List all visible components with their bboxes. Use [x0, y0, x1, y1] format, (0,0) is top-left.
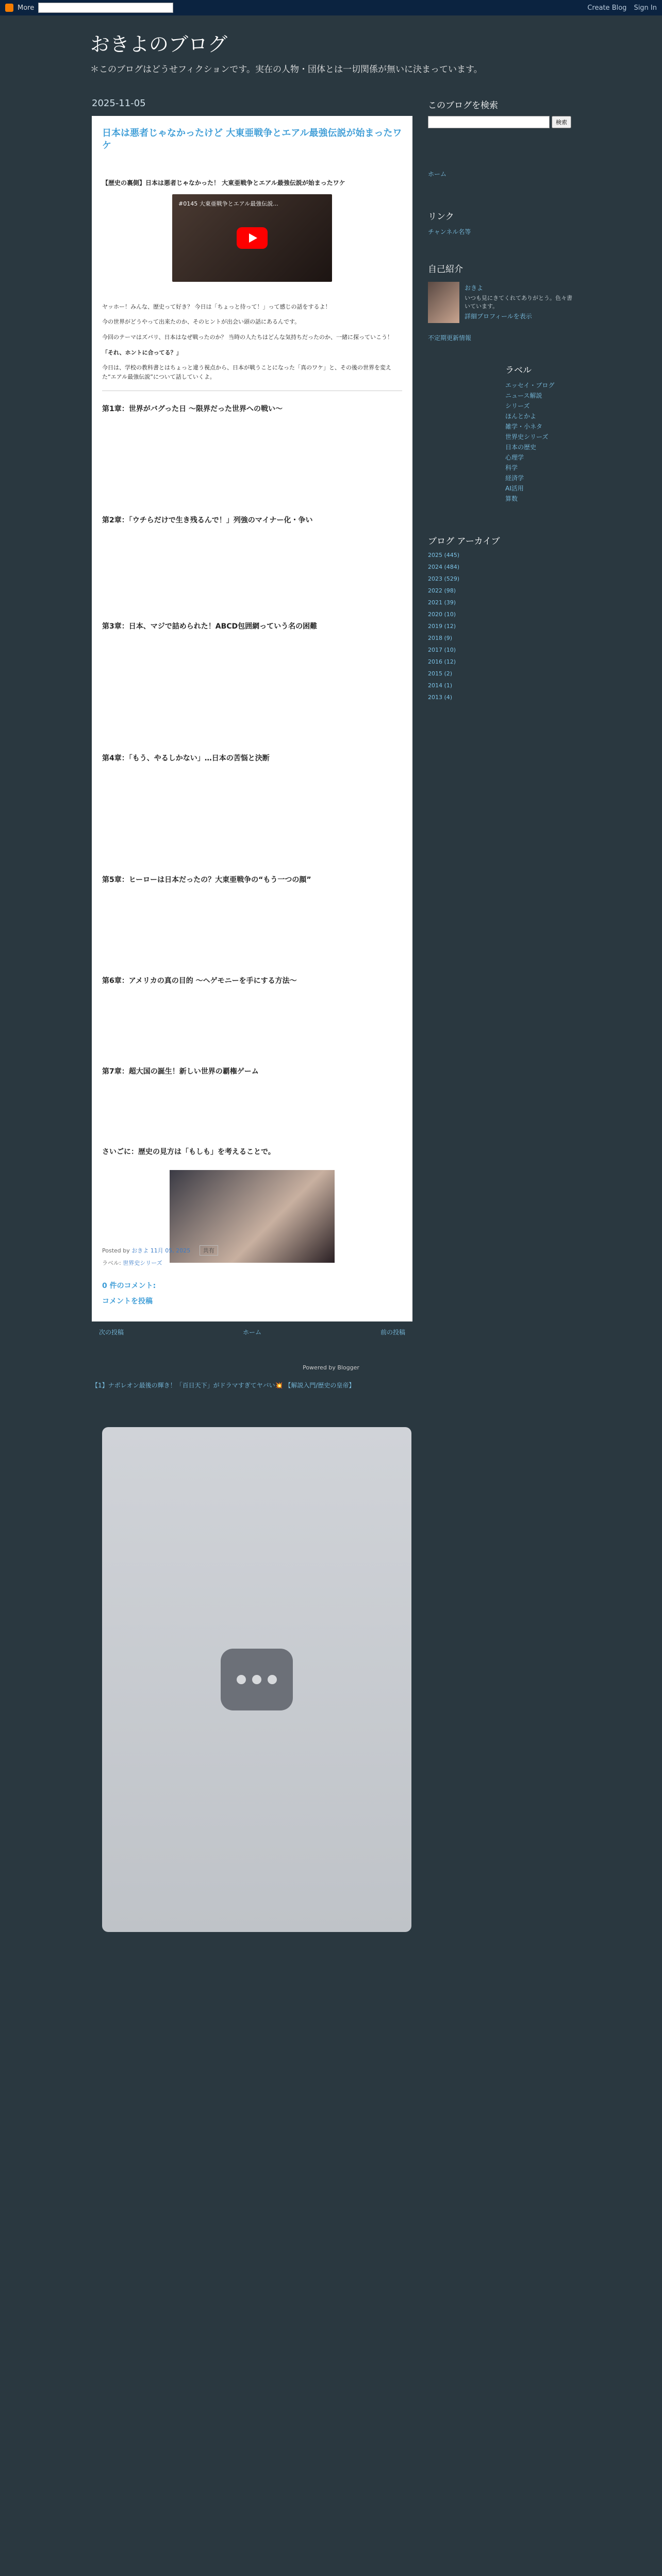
paragraph: 今回のテーマはズバリ、日本はなぜ戦ったのか？ 当時の人たちはどんな気持ちだったのか、一緒に探っていこう！	[102, 333, 393, 341]
archive-widget-title: ブログ アーカイブ	[428, 536, 500, 547]
profile-text: いつも見にきてくれてありがとう。色々書いています。	[465, 295, 572, 310]
labels-widget-title: ラベル	[505, 365, 532, 376]
newer-post-link[interactable]: 次の投稿	[99, 1328, 124, 1336]
archive-year[interactable]: 2024 (484)	[428, 564, 460, 570]
search-input[interactable]	[428, 116, 550, 128]
label-link[interactable]: ニュース解説	[505, 392, 542, 399]
author-link[interactable]: おきよ	[131, 1247, 149, 1254]
post-footer	[102, 1245, 402, 1311]
section-heading: 第3章：日本、マジで詰められた！ABCD包囲網っていう名の困難	[102, 622, 318, 631]
sidebar-link-item[interactable]: チャンネル名等	[428, 228, 471, 235]
attribution[interactable]: Powered by Blogger	[303, 1364, 359, 1371]
section-heading: さいごに：歴史の見方は「もしも」を考えることで。	[102, 1148, 275, 1157]
blog-title[interactable]: おきよのブログ	[90, 33, 228, 56]
label-link[interactable]: ほんとかよ	[505, 413, 537, 420]
post-label-link[interactable]: 世界史シリーズ	[123, 1260, 162, 1266]
image-placeholder-overlay[interactable]	[102, 1427, 411, 1932]
profile-detail-link[interactable]: 詳細プロフィールを表示	[465, 313, 532, 320]
ellipsis-icon	[237, 1675, 277, 1684]
blog-pager	[92, 1321, 412, 1342]
section-heading: 第7章：超大国の誕生！新しい世界の覇権ゲーム	[102, 1067, 259, 1076]
video-title: #0145 大東亜戦争とエアル最強伝説...	[178, 200, 278, 207]
section-body	[102, 992, 402, 1054]
labels-label: ラベル:	[102, 1260, 121, 1266]
archive-year[interactable]: 2014 (1)	[428, 682, 453, 689]
blog-header	[90, 28, 606, 75]
fixed-page-link[interactable]: 不定期更新情報	[428, 334, 472, 342]
section-body	[102, 420, 402, 502]
archive-year[interactable]: 2019 (12)	[428, 623, 456, 630]
archive-year[interactable]: 2015 (2)	[428, 670, 453, 677]
section-body	[102, 531, 402, 608]
more-menu[interactable]: More	[18, 4, 35, 12]
profile-name-link[interactable]: おきよ	[465, 284, 484, 292]
section-body	[102, 637, 402, 740]
section-body	[102, 769, 402, 862]
label-link[interactable]: シリーズ	[505, 402, 530, 410]
section-heading: 第6章：アメリカの真の目的 〜ヘゲモニーを手にする方法〜	[102, 977, 297, 986]
post-comment-link[interactable]: コメントを投稿	[102, 1297, 153, 1306]
section-heading: 第2章：「ウチらだけで生き残るんで！」列強のマイナー化・争い	[102, 516, 313, 525]
blog-description: ＊このブログはどうせフィクションです。実在の人物・団体とは一切関係が無いに決まっています。	[90, 64, 483, 75]
navbar	[0, 0, 662, 15]
paragraph: 今日は、学校の教科書とはちょっと違う視点から、日本が戦うことになった「真のワケ」と、その後の世界を変えた“エアル最強伝説”について話していくよ。	[102, 364, 391, 380]
archive-year[interactable]: 2022 (98)	[428, 587, 456, 594]
archive-year[interactable]: 2017 (10)	[428, 647, 456, 653]
post-subtitle: 【歴史の裏側】日本は悪者じゃなかった！ 大東亜戦争とエアル最強伝説が始まったワケ	[102, 179, 345, 187]
label-link[interactable]: AI活用	[505, 485, 524, 492]
sidebar-home-link[interactable]: ホーム	[428, 171, 447, 178]
blog-post	[92, 116, 412, 1321]
search-button[interactable]: 検索	[552, 116, 571, 128]
search-widget-title: このブログを検索	[428, 100, 498, 111]
create-blog-link[interactable]: Create Blog	[587, 4, 627, 12]
older-post-link[interactable]: 前の投稿	[380, 1328, 405, 1336]
embedded-video[interactable]	[172, 194, 332, 282]
section-heading: 第5章：ヒーローは日本だったの？大東亜戦争の“もう一つの顔”	[102, 876, 311, 885]
posted-by-label: Posted by	[102, 1247, 130, 1254]
home-link[interactable]: ホーム	[242, 1328, 261, 1336]
profile-widget-title: 自己紹介	[428, 264, 463, 275]
avatar[interactable]	[428, 282, 459, 323]
sign-in-link[interactable]: Sign In	[634, 4, 657, 12]
paragraph: 「それ、ホントに合ってる？」	[102, 349, 182, 356]
label-link[interactable]: 経済学	[505, 474, 524, 482]
post-date: 2025-11-05	[92, 98, 146, 109]
label-link[interactable]: エッセイ・ブログ	[505, 382, 555, 389]
label-link[interactable]: 雑学・小ネタ	[505, 423, 543, 430]
section-heading: 第4章：「もう、やるしかない」…日本の苦悩と決断	[102, 754, 270, 763]
archive-year[interactable]: 2025 (445)	[428, 552, 460, 558]
play-icon[interactable]	[237, 227, 268, 249]
archive-year[interactable]: 2021 (39)	[428, 599, 456, 606]
sidebar	[428, 98, 572, 706]
navbar-search-input[interactable]	[38, 3, 173, 13]
post-time-link[interactable]: 11月 05, 2025	[150, 1247, 191, 1254]
share-button[interactable]: 共有	[200, 1245, 218, 1256]
label-link[interactable]: 世界史シリーズ	[505, 433, 549, 440]
label-link[interactable]: 心理学	[505, 454, 524, 461]
archive-year[interactable]: 2018 (9)	[428, 635, 453, 641]
post-title[interactable]: 日本は悪者じゃなかったけど 大東亜戦争とエアル最強伝説が始まったワケ	[102, 128, 402, 151]
label-link[interactable]: 日本の歴史	[505, 444, 537, 451]
archive-year[interactable]: 2020 (10)	[428, 611, 456, 618]
paragraph: ヤッホー！みんな、歴史って好き？ 今日は「ちょっと待って！」って感じの話をするよ！	[102, 303, 331, 310]
label-link[interactable]: 科学	[505, 464, 518, 471]
comments-heading: 0 件のコメント:	[102, 1282, 156, 1290]
blogger-logo-icon[interactable]	[5, 4, 13, 12]
section-heading: 第1章：世界がバグった日 〜限界だった世界への戦い〜	[102, 405, 283, 414]
links-widget-title: リンク	[428, 212, 454, 222]
section-body	[102, 1082, 402, 1134]
paragraph: 今の世界がどうやって出来たのか、そのヒントが出会い頭の話にあるんです。	[102, 318, 301, 326]
archive-year[interactable]: 2023 (529)	[428, 575, 460, 582]
section-body	[102, 891, 402, 963]
label-link[interactable]: 算数	[505, 495, 518, 502]
next-post-preview-link[interactable]: 【1】ナポレオン最後の輝き！「百日天下」がドラマすぎてヤバい💥 【解説入門/歴史の皇帝】	[92, 1382, 355, 1389]
archive-year[interactable]: 2013 (4)	[428, 694, 453, 701]
archive-year[interactable]: 2016 (12)	[428, 658, 456, 665]
more-options-button[interactable]	[221, 1649, 293, 1710]
